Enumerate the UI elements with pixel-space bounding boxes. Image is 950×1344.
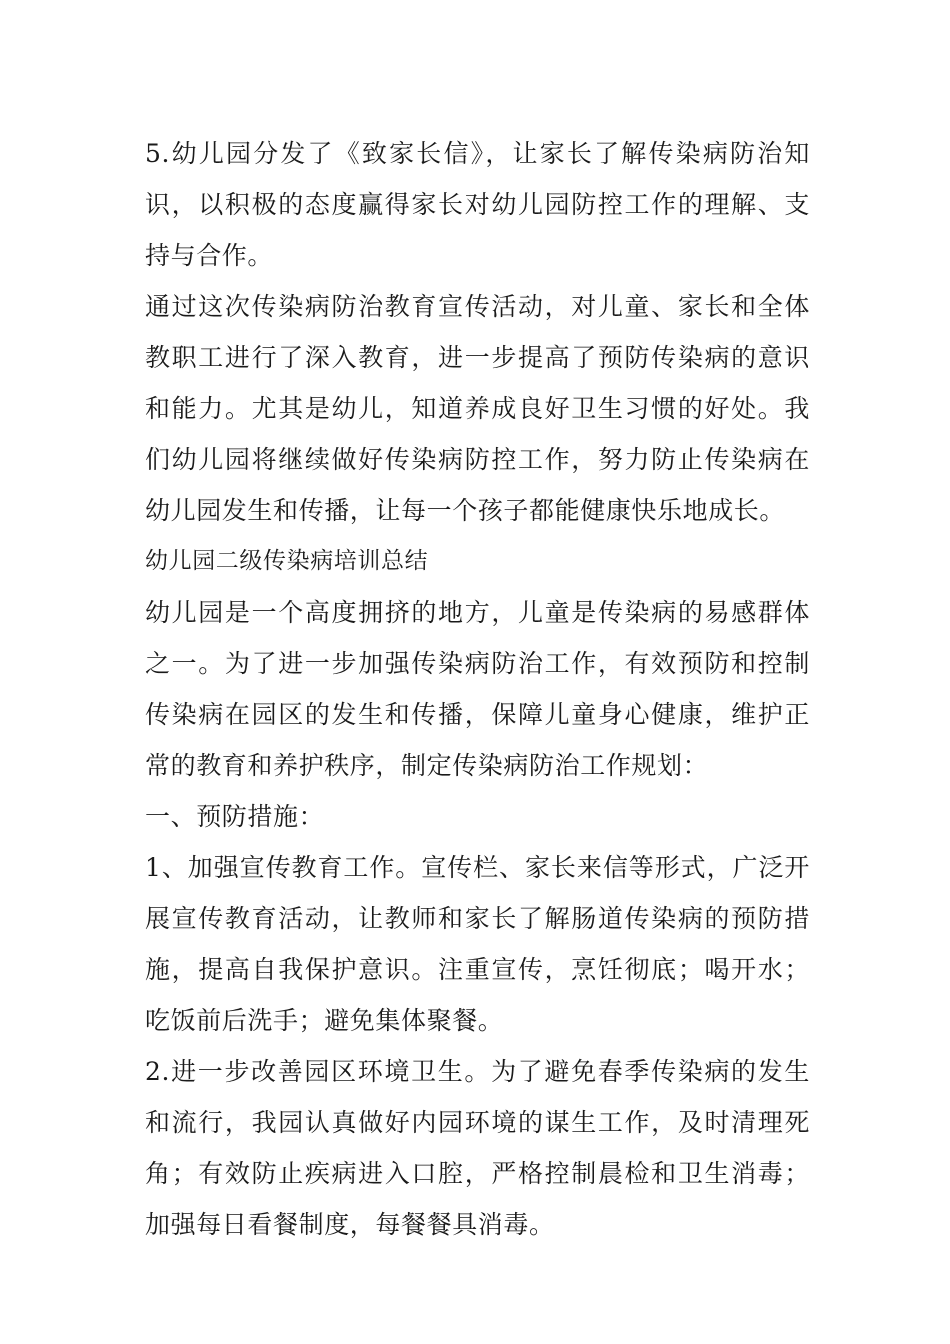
paragraph-campaign-summary: 通过这次传染病防治教育宣传活动，对儿童、家长和全体教职工进行了深入教育，进一步提高了预防传染病的意识和能力。尤其是幼儿，知道养成良好卫生习惯的好处。我们幼儿园将继续做好传染病防控工作，努力防止传染病在幼儿园发生和传播，让每一个孩子都能健康快乐地成长。 xyxy=(145,292,810,525)
section-heading-prevention: 一、预防措施： xyxy=(145,802,325,831)
paragraph-item-2: 2.进一步改善园区环境卫生。为了避免春季传染病的发生和流行，我园认真做好内园环境的谋生工作，及时清理死角；有效防止疾病进入口腔，严格控制晨检和卫生消毒；加强每日看餐制度，每餐餐具消毒。 xyxy=(145,1057,810,1239)
paragraph-introduction: 幼儿园是一个高度拥挤的地方，儿童是传染病的易感群体之一。为了进一步加强传染病防治工作，有效预防和控制传染病在园区的发生和传播，保障儿童身心健康，维护正常的教育和养护秩序，制定传染病防治工作规划： xyxy=(145,598,810,780)
document-body xyxy=(145,128,810,1250)
section-title: 幼儿园二级传染病培训总结 xyxy=(145,548,429,574)
paragraph-item-1: 1、加强宣传教育工作。宣传栏、家长来信等形式，广泛开展宣传教育活动，让教师和家长了解肠道传染病的预防措施，提高自我保护意识。注重宣传，烹饪彻底；喝开水；吃饭前后洗手；避免集体聚餐。 xyxy=(145,853,810,1035)
paragraph-parent-letter: 5.幼儿园分发了《致家长信》，让家长了解传染病防治知识，以积极的态度赢得家长对幼儿园防控工作的理解、支持与合作。 xyxy=(145,139,810,270)
